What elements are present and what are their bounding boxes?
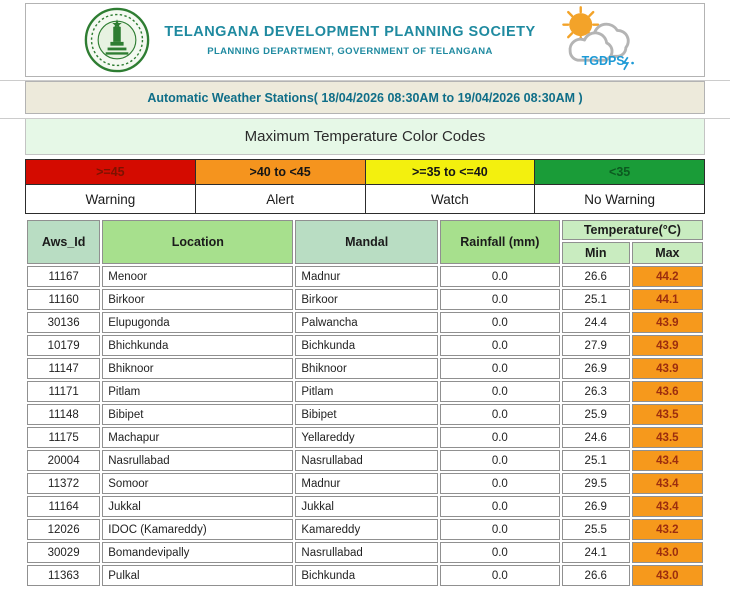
header-titles	[164, 24, 535, 57]
page-title: TELANGANA DEVELOPMENT PLANNING SOCIETY	[164, 23, 536, 40]
divider-line	[0, 118, 730, 119]
rainfall-cell: 0.0	[440, 404, 560, 425]
location-cell: Bhichkunda	[102, 335, 293, 356]
column-header-aws-id: Aws_Id	[27, 220, 100, 264]
rainfall-cell: 0.0	[440, 312, 560, 333]
min-temp-cell: 26.3	[562, 381, 630, 402]
page-subtitle: PLANNING DEPARTMENT, GOVERNMENT OF TELANGANA	[207, 45, 493, 57]
min-temp-cell: 25.5	[562, 519, 630, 540]
location-cell: Menoor	[102, 266, 293, 287]
weather-table-body	[27, 266, 703, 586]
location-cell: Elupugonda	[102, 312, 293, 333]
table-row	[27, 473, 703, 494]
divider-line	[0, 80, 730, 81]
aws-id-cell: 11363	[27, 565, 100, 586]
min-temp-cell: 25.9	[562, 404, 630, 425]
color-codes-legend	[25, 159, 705, 214]
location-cell: Birkoor	[102, 289, 293, 310]
min-temp-cell: 26.6	[562, 266, 630, 287]
max-temp-cell: 43.9	[632, 312, 703, 333]
location-cell: Jukkal	[102, 496, 293, 517]
header-banner	[25, 3, 705, 77]
table-row	[27, 427, 703, 448]
max-temp-cell: 44.2	[632, 266, 703, 287]
mandal-cell: Nasrullabad	[295, 450, 438, 471]
table-row	[27, 404, 703, 425]
aws-id-cell: 11164	[27, 496, 100, 517]
aws-id-cell: 11160	[27, 289, 100, 310]
govt-telangana-emblem-icon	[84, 7, 150, 73]
color-codes-title: Maximum Temperature Color Codes	[25, 118, 705, 155]
location-cell: Somoor	[102, 473, 293, 494]
rainfall-cell: 0.0	[440, 289, 560, 310]
mandal-cell: Jukkal	[295, 496, 438, 517]
location-cell: Bomandevipally	[102, 542, 293, 563]
location-cell: IDOC (Kamareddy)	[102, 519, 293, 540]
column-header-min: Min	[562, 242, 630, 264]
mandal-cell: Pitlam	[295, 381, 438, 402]
column-header-mandal: Mandal	[295, 220, 438, 264]
max-temp-cell: 44.1	[632, 289, 703, 310]
aws-id-cell: 10179	[27, 335, 100, 356]
rainfall-cell: 0.0	[440, 473, 560, 494]
column-header-location: Location	[102, 220, 293, 264]
aws-id-cell: 11171	[27, 381, 100, 402]
temp-range-band: >=45	[26, 160, 196, 185]
column-header-max: Max	[632, 242, 703, 264]
rainfall-cell: 0.0	[440, 358, 560, 379]
aws-id-cell: 11147	[27, 358, 100, 379]
max-temp-cell: 43.0	[632, 542, 703, 563]
location-cell: Pitlam	[102, 381, 293, 402]
aws-id-cell: 11148	[27, 404, 100, 425]
min-temp-cell: 24.4	[562, 312, 630, 333]
table-row	[27, 289, 703, 310]
location-cell: Bhiknoor	[102, 358, 293, 379]
table-row	[27, 312, 703, 333]
weather-stations-table	[25, 218, 705, 588]
min-temp-cell: 25.1	[562, 289, 630, 310]
aws-id-cell: 11175	[27, 427, 100, 448]
report-period-text: Automatic Weather Stations( 18/04/2026 08:30AM to 19/04/2026 08:30AM )	[147, 90, 583, 105]
min-temp-cell: 25.1	[562, 450, 630, 471]
table-row	[27, 519, 703, 540]
aws-id-cell: 11372	[27, 473, 100, 494]
max-temp-cell: 43.6	[632, 381, 703, 402]
table-row	[27, 565, 703, 586]
mandal-cell: Nasrullabad	[295, 542, 438, 563]
aws-id-cell: 11167	[27, 266, 100, 287]
warning-level-label: Watch	[365, 185, 535, 214]
rainfall-cell: 0.0	[440, 542, 560, 563]
mandal-cell: Birkoor	[295, 289, 438, 310]
warning-level-label: Warning	[26, 185, 196, 214]
aws-id-cell: 30029	[27, 542, 100, 563]
max-temp-cell: 43.4	[632, 496, 703, 517]
table-row	[27, 542, 703, 563]
mandal-cell: Yellareddy	[295, 427, 438, 448]
min-temp-cell: 29.5	[562, 473, 630, 494]
temp-range-band: >40 to <45	[195, 160, 365, 185]
mandal-cell: Madnur	[295, 473, 438, 494]
table-row	[27, 381, 703, 402]
rainfall-cell: 0.0	[440, 519, 560, 540]
min-temp-cell: 27.9	[562, 335, 630, 356]
color-labels-row	[26, 185, 705, 214]
table-row	[27, 358, 703, 379]
table-header-row	[27, 220, 703, 240]
location-cell: Nasrullabad	[102, 450, 293, 471]
table-row	[27, 450, 703, 471]
table-row	[27, 266, 703, 287]
mandal-cell: Palwancha	[295, 312, 438, 333]
min-temp-cell: 26.9	[562, 358, 630, 379]
max-temp-cell: 43.4	[632, 450, 703, 471]
tgdps-weather-logo-icon	[550, 5, 646, 75]
location-cell: Machapur	[102, 427, 293, 448]
location-cell: Bibipet	[102, 404, 293, 425]
temp-range-band: <35	[535, 160, 705, 185]
rainfall-cell: 0.0	[440, 381, 560, 402]
color-bands-row	[26, 160, 705, 185]
rainfall-cell: 0.0	[440, 427, 560, 448]
rainfall-cell: 0.0	[440, 266, 560, 287]
min-temp-cell: 24.1	[562, 542, 630, 563]
aws-id-cell: 20004	[27, 450, 100, 471]
location-cell: Pulkal	[102, 565, 293, 586]
max-temp-cell: 43.5	[632, 427, 703, 448]
max-temp-cell: 43.2	[632, 519, 703, 540]
report-period-bar	[25, 81, 705, 114]
mandal-cell: Bibipet	[295, 404, 438, 425]
rainfall-cell: 0.0	[440, 496, 560, 517]
aws-id-cell: 30136	[27, 312, 100, 333]
column-header-temperature: Temperature(°C)	[562, 220, 703, 240]
warning-level-label: Alert	[195, 185, 365, 214]
rainfall-cell: 0.0	[440, 450, 560, 471]
max-temp-cell: 43.0	[632, 565, 703, 586]
table-row	[27, 496, 703, 517]
mandal-cell: Bichkunda	[295, 565, 438, 586]
mandal-cell: Madnur	[295, 266, 438, 287]
tgdps-logo-text: TGDPS	[581, 53, 625, 68]
warning-level-label: No Warning	[535, 185, 705, 214]
max-temp-cell: 43.9	[632, 335, 703, 356]
mandal-cell: Kamareddy	[295, 519, 438, 540]
table-row	[27, 335, 703, 356]
max-temp-cell: 43.9	[632, 358, 703, 379]
temp-range-band: >=35 to <=40	[365, 160, 535, 185]
mandal-cell: Bichkunda	[295, 335, 438, 356]
rainfall-cell: 0.0	[440, 565, 560, 586]
mandal-cell: Bhiknoor	[295, 358, 438, 379]
min-temp-cell: 24.6	[562, 427, 630, 448]
max-temp-cell: 43.4	[632, 473, 703, 494]
max-temp-cell: 43.5	[632, 404, 703, 425]
column-header-rainfall: Rainfall (mm)	[440, 220, 560, 264]
rainfall-cell: 0.0	[440, 335, 560, 356]
min-temp-cell: 26.6	[562, 565, 630, 586]
min-temp-cell: 26.9	[562, 496, 630, 517]
aws-id-cell: 12026	[27, 519, 100, 540]
